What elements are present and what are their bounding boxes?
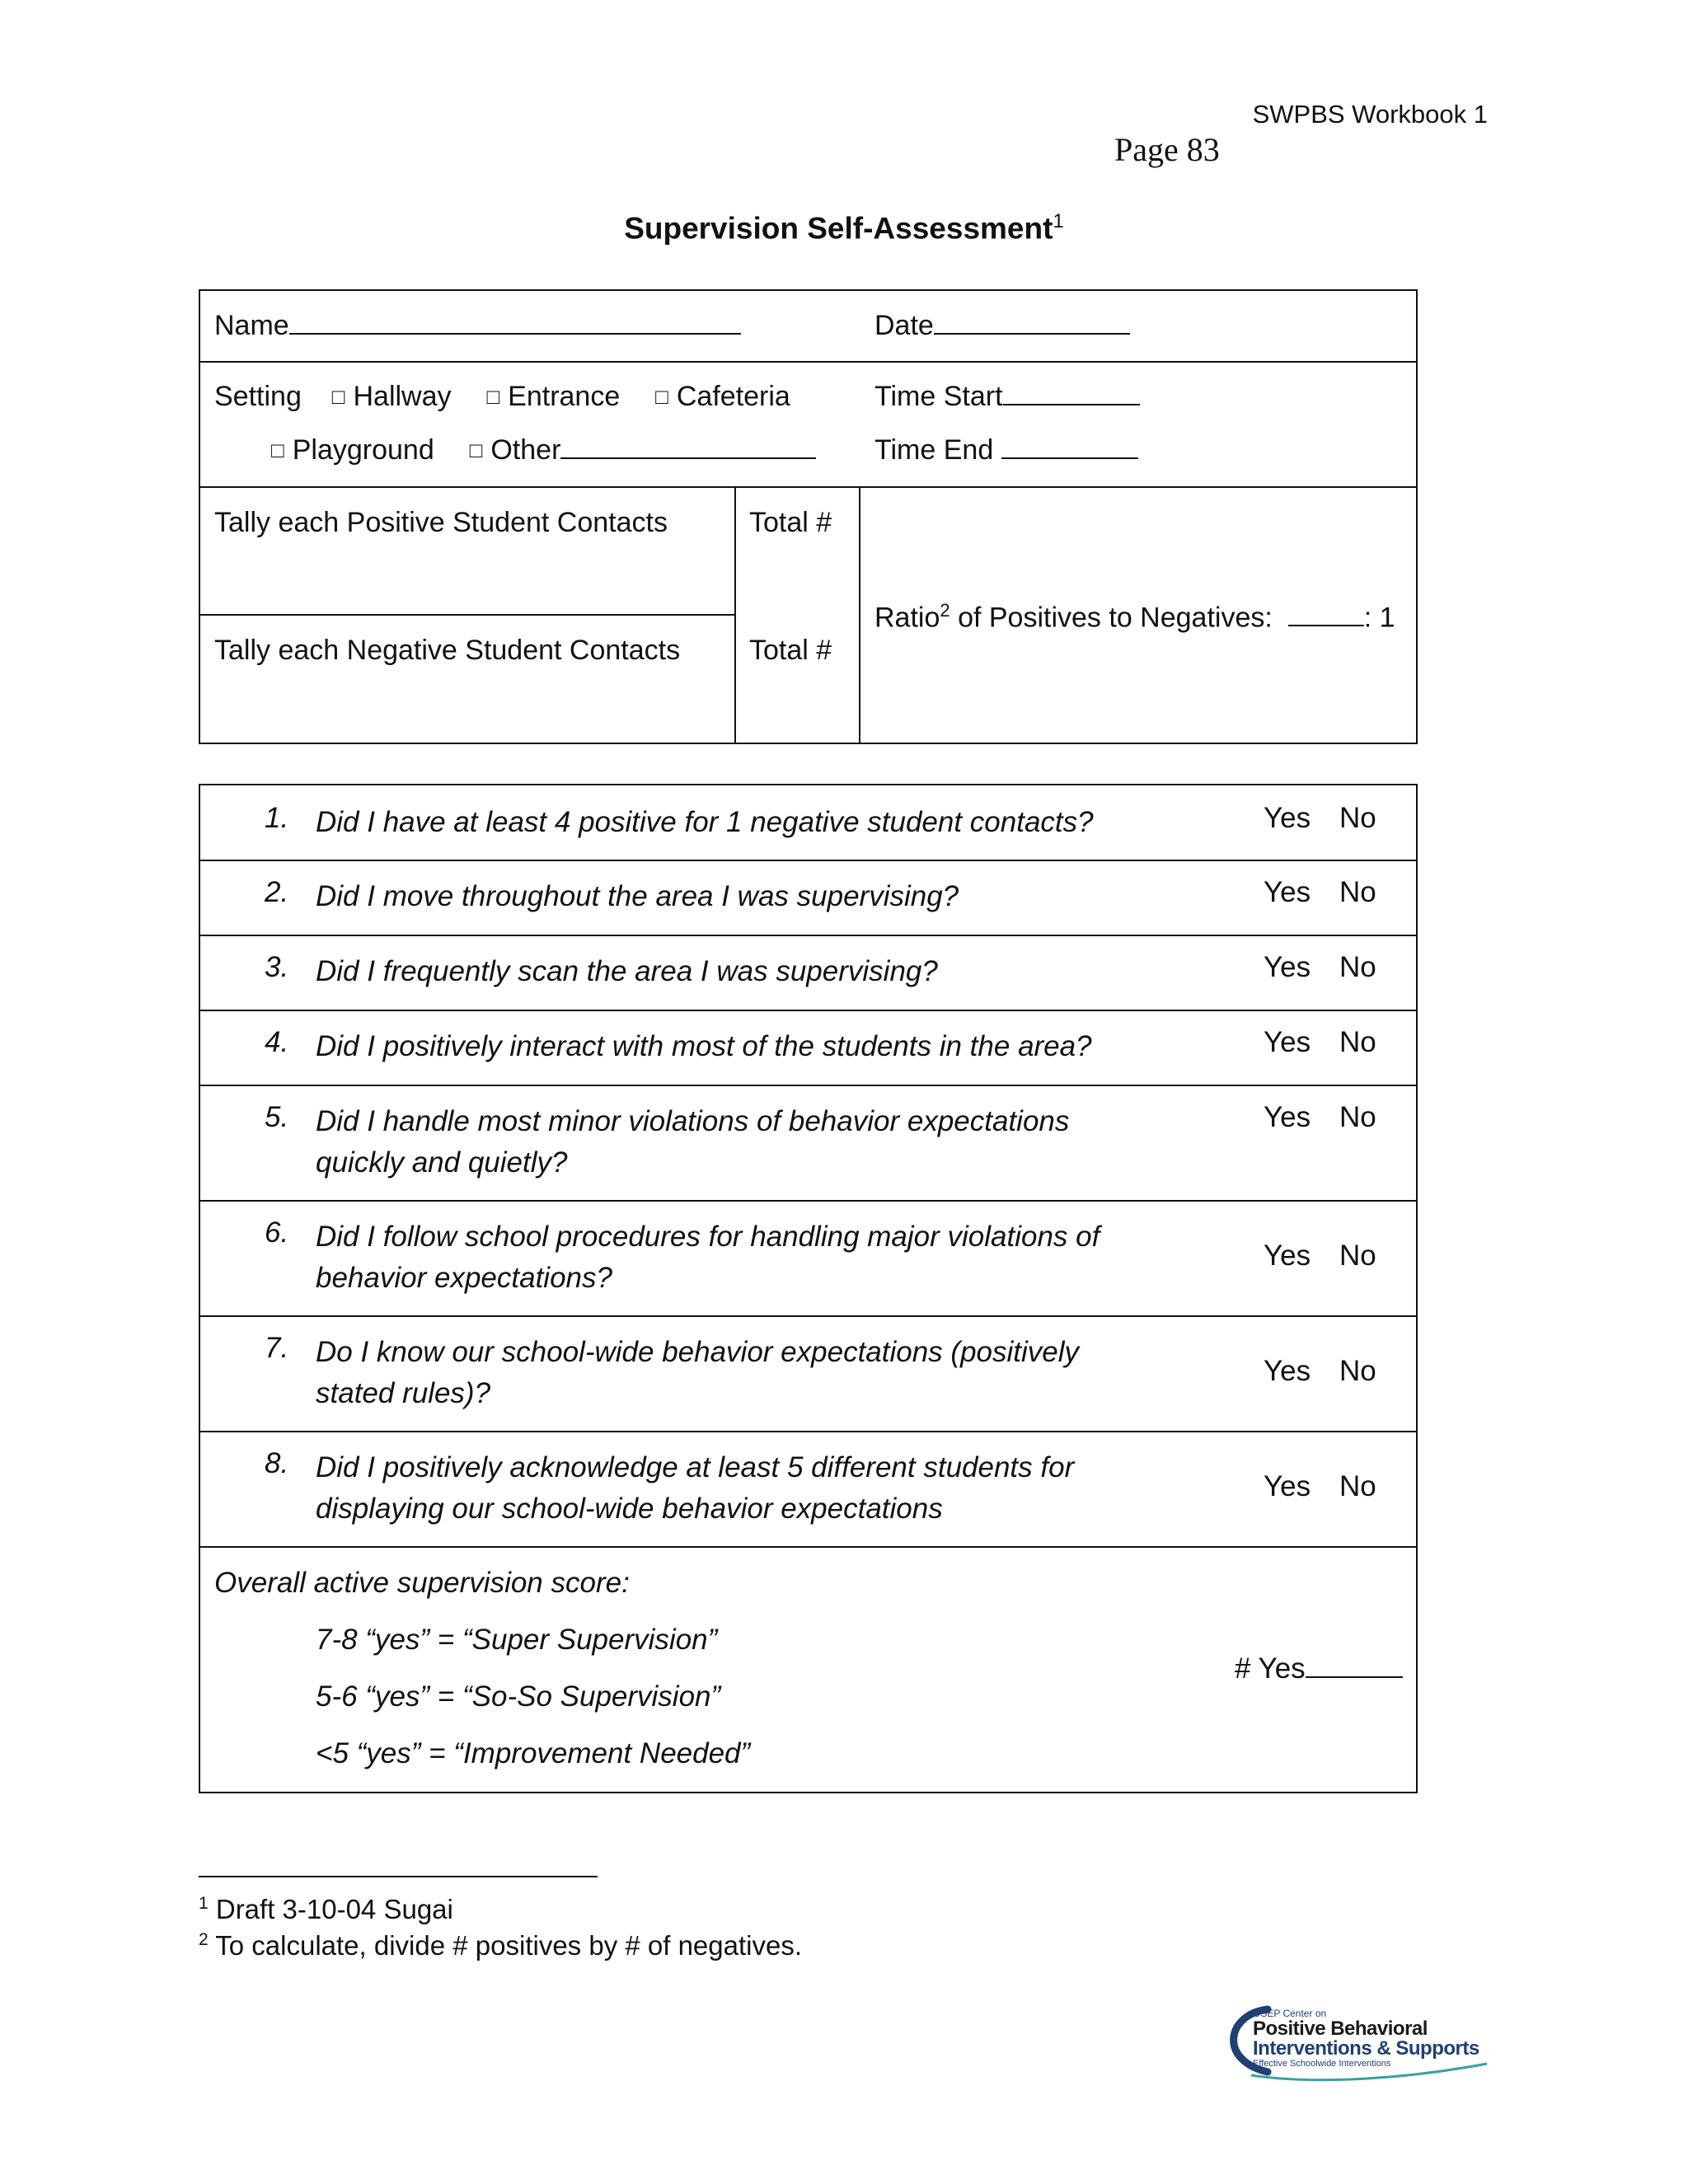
checkbox-icon: □ [469,438,483,462]
footnote-divider [199,1876,598,1877]
question-row: 8. Did I positively acknowledge at least 5 different students for displaying our school-wide behavior expectations Yes No [200,1432,1416,1548]
page-number: Page 83 [1114,131,1220,168]
negative-total-label[interactable]: Total # [749,635,832,666]
question-row: 4. Did I positively interact with most of the students in the area? Yes No [200,1011,1416,1086]
checkbox-icon: □ [655,384,668,409]
page-title: Supervision Self-Assessment$^1$ [624,210,1064,246]
no-option[interactable]: No [1339,1355,1376,1387]
checkbox-icon: □ [331,384,345,409]
footnote-2: $^2$ To calculate, divide # positives by # of negatives. [199,1930,803,1961]
yes-option[interactable]: Yes [1264,1240,1311,1272]
score-heading: Overall active supervision score: [214,1567,630,1599]
name-field[interactable]: Name [214,310,741,342]
yes-option[interactable]: Yes [1264,1026,1311,1058]
yes-option[interactable]: Yes [1264,1101,1311,1133]
yes-option[interactable]: Yes [1264,1470,1311,1502]
positive-contacts-label: Tally each Positive Student Contacts [214,507,668,538]
question-row: 2. Did I move throughout the area I was supervising? Yes No [200,861,1416,936]
setting-hallway[interactable]: □ Hallway [331,381,452,412]
time-end-field[interactable]: Time End [874,434,1138,466]
setting-row-1: Setting □ Hallway □ Entrance □ Cafeteria [214,381,790,412]
yes-option[interactable]: Yes [1264,876,1311,908]
no-option[interactable]: No [1339,1240,1376,1272]
no-option[interactable]: No [1339,1470,1376,1502]
setting-other[interactable]: □ Other [470,434,817,466]
setting-cafeteria[interactable]: □ Cafeteria [655,381,790,412]
checkbox-icon: □ [486,384,500,409]
no-option[interactable]: No [1339,951,1376,983]
footnote-1: $^1$ Draft 3-10-04 Sugai [199,1894,453,1924]
workbook-header: SWPBS Workbook 1 [1252,100,1488,129]
setting-entrance[interactable]: □ Entrance [486,381,621,412]
date-field[interactable]: Date [874,310,1130,342]
no-option[interactable]: No [1339,1101,1376,1133]
question-row: 6. Did I follow school procedures for handling major violations of behavior expectations? Yes No [200,1202,1416,1317]
positive-total-label[interactable]: Total # [749,507,832,538]
question-row: 1. Did I have at least 4 positive for 1 negative student contacts? Yes No [200,785,1416,861]
no-option[interactable]: No [1339,802,1376,834]
question-row: 5. Did I handle most minor violations of behavior expectations quickly and quietly? Yes No [200,1086,1416,1202]
no-option[interactable]: No [1339,876,1376,908]
ratio-field[interactable]: Ratio$^2$ of Positives to Negatives: : 1 [874,600,1395,634]
checkbox-icon: □ [271,438,284,462]
score-line: 5-6 “yes” = “So-So Supervision” [316,1680,721,1713]
yes-option[interactable]: Yes [1264,1355,1311,1387]
time-start-field[interactable]: Time Start [874,381,1140,413]
question-row: 3. Did I frequently scan the area I was supervising? Yes No [200,936,1416,1011]
score-line: 7-8 “yes” = “Super Supervision” [316,1624,718,1656]
score-line: <5 “yes” = “Improvement Needed” [316,1737,751,1769]
yes-option[interactable]: Yes [1264,802,1311,834]
setting-row-2 [271,434,816,466]
yes-count-field[interactable]: # Yes [1235,1652,1403,1685]
questions-table [199,784,1418,1793]
title-footnote-mark: 1 [1053,210,1064,232]
pbis-logo: OSEP Center on Positive Behavioral Interventions & Supports Effective Schoolwide Interventions [1218,2003,1490,2085]
negative-contacts-label: Tally each Negative Student Contacts [214,635,681,666]
question-row: 7. Do I know our school-wide behavior expectations (positively stated rules)? Yes No [200,1317,1416,1432]
yes-option[interactable]: Yes [1264,951,1311,983]
info-table [199,289,1418,744]
setting-playground[interactable]: □ Playground [271,434,434,466]
no-option[interactable]: No [1339,1026,1376,1058]
